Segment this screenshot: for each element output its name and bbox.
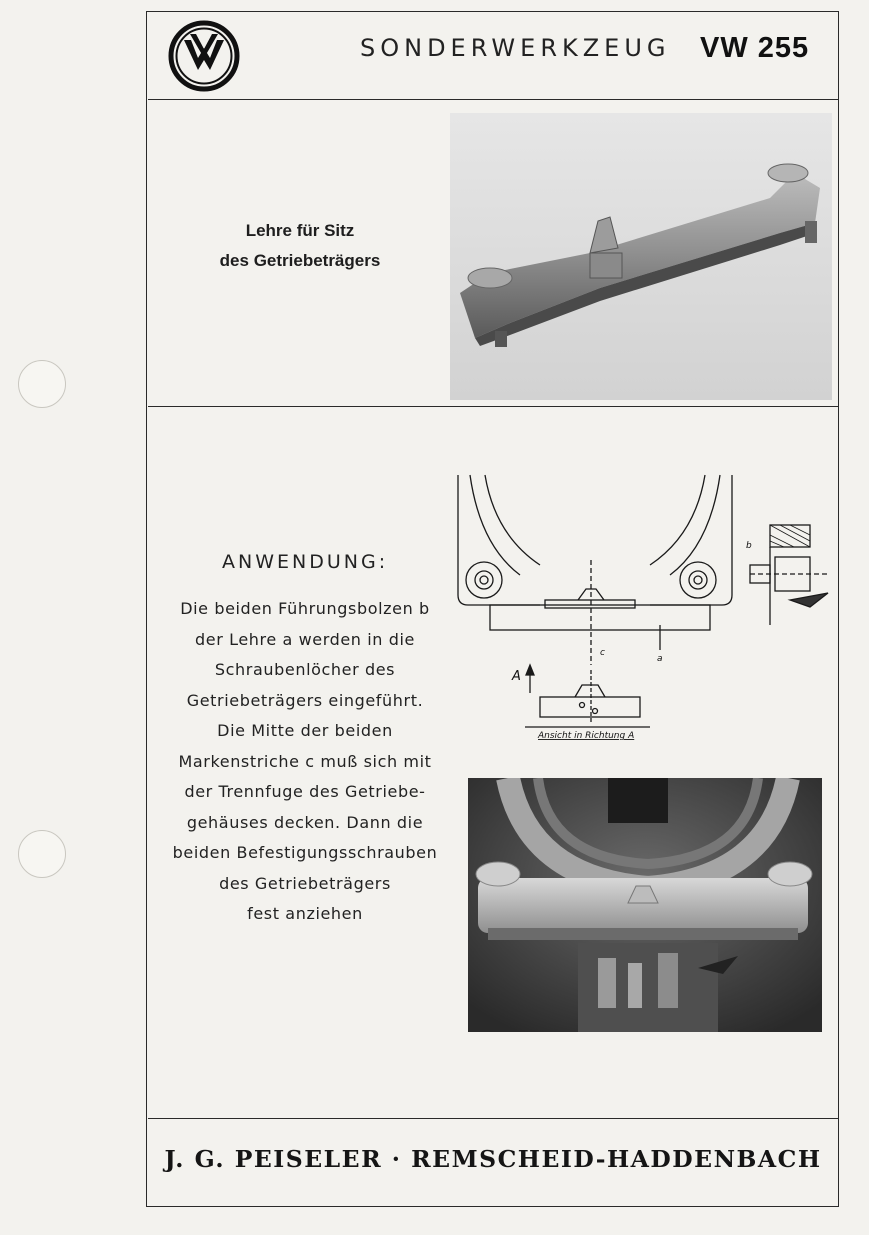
instruction-line: Die beiden Führungsbolzen b <box>180 599 430 618</box>
header-divider <box>148 99 838 100</box>
instruction-line: Markenstriche c muß sich mit <box>178 751 432 771</box>
instruction-line: der Lehre a werden in die <box>195 629 415 649</box>
caption-line-2: des Getriebeträgers <box>219 251 381 270</box>
punch-hole-top <box>18 360 66 408</box>
manufacturer-footer: J. G. PEISELER · REMSCHEID-HADDENBACH <box>164 1145 822 1173</box>
footer-divider <box>148 1118 838 1119</box>
view-caption: Ansicht in Richtung A <box>538 731 635 741</box>
instruction-line: des Getriebeträgers <box>219 873 391 893</box>
technical-drawing <box>450 465 840 745</box>
instruction-line: fest anziehen <box>247 904 363 923</box>
instruction-line: beiden Befestigungsschrauben <box>172 843 438 862</box>
label-b: b <box>746 541 752 551</box>
instruction-line: Schraubenlöcher des <box>214 660 396 679</box>
installed-gauge-photo <box>468 778 822 1032</box>
tool-caption <box>200 216 400 276</box>
instruction-line: der Trennfuge des Getriebe- <box>184 782 426 801</box>
section-divider <box>148 406 838 407</box>
gauge-bar-photo <box>450 113 832 400</box>
document-title: SONDERWERKZEUG <box>360 34 671 62</box>
instruction-line: Die Mitte der beiden <box>217 721 393 740</box>
usage-heading: ANWENDUNG: <box>222 551 389 573</box>
label-a: a <box>657 654 663 664</box>
caption-line-1: Lehre für Sitz <box>245 221 355 240</box>
instruction-line: Getriebeträgers eingeführt. <box>186 690 424 710</box>
vw-logo-icon <box>168 20 240 92</box>
tool-number: VW 255 <box>700 32 810 64</box>
punch-hole-bottom <box>18 830 66 878</box>
instruction-line: gehäuses decken. Dann die <box>186 812 424 832</box>
label-A: A <box>512 669 521 684</box>
label-c: c <box>600 648 605 658</box>
usage-instructions <box>160 594 450 930</box>
